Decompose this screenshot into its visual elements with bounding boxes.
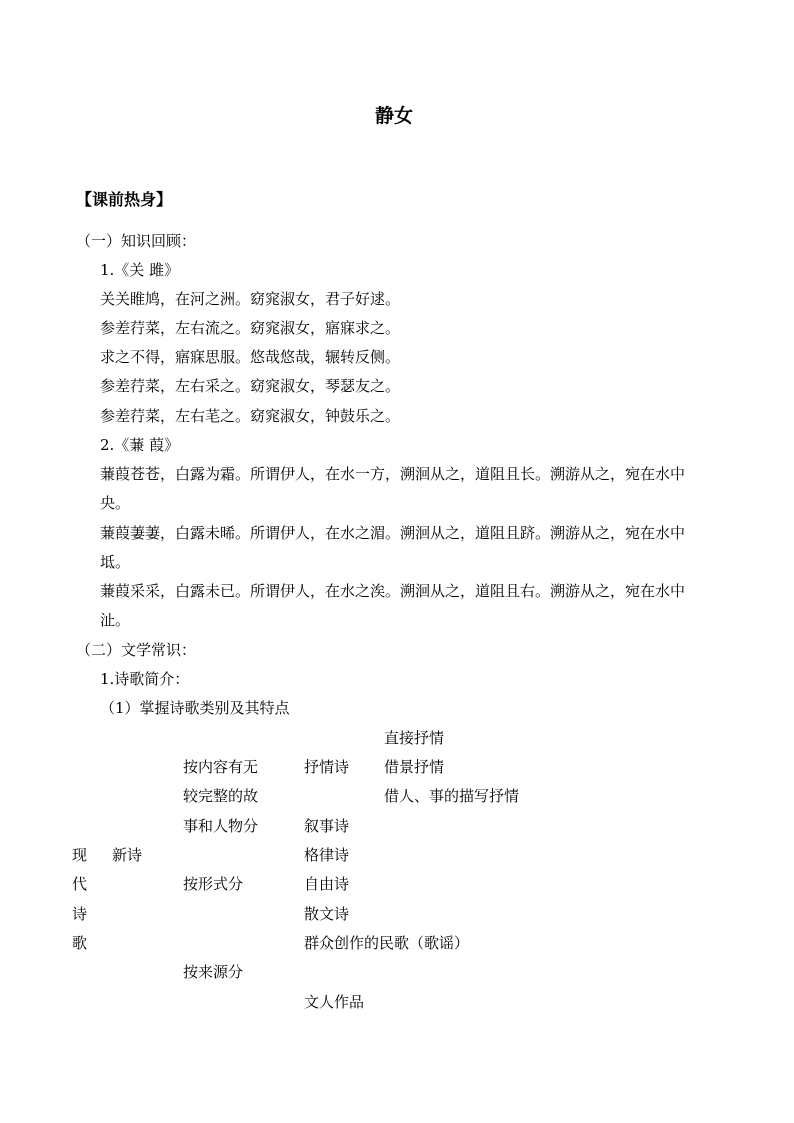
criterion-story: 事和人物分 [183, 817, 259, 835]
poem2-line: 坻。 [100, 553, 131, 571]
poem1-line: 参差荇菜，左右采之。窈窕淑女，琴瑟友之。 [100, 377, 401, 395]
new-poetry: 新诗 [112, 846, 143, 864]
poem1-title: 1.《关 雎》 [100, 261, 180, 279]
part2-item: 1.诗歌简介： [100, 670, 190, 688]
page-title: 静女 [375, 105, 414, 127]
lyric-type: 借人、事的描写抒情 [384, 787, 520, 805]
poem1-line: 求之不得，寤寐思服。悠哉悠哉，辗转反侧。 [100, 348, 401, 366]
poem2-line: 蒹葭采采，白露未已。所谓伊人，在水之涘。溯洄从之，道阻且右。溯游从之，宛在水中 [100, 582, 686, 600]
poem2-line: 央。 [100, 494, 131, 512]
root-char: 代 [72, 875, 88, 893]
poem2-line: 沚。 [100, 611, 131, 629]
lyric-type: 直接抒情 [384, 729, 445, 747]
root-char: 歌 [72, 934, 88, 952]
poem2-line: 蒹葭苍苍，白露为霜。所谓伊人，在水一方，溯洄从之，道阻且长。溯游从之，宛在水中 [100, 465, 686, 483]
root-char: 现 [72, 846, 88, 864]
poem1-line: 关关睢鸠，在河之洲。窈窕淑女，君子好逑。 [100, 290, 401, 308]
poem2-line: 蒹葭萋萋，白露未晞。所谓伊人，在水之湄。溯洄从之，道阻且跻。溯游从之，宛在水中 [100, 524, 686, 542]
poem2-title: 2.《蒹 葭》 [100, 436, 180, 454]
poem1-line: 参差荇菜，左右流之。窈窕淑女，寤寐求之。 [100, 319, 401, 337]
part1-heading: （一）知识回顾： [76, 232, 197, 250]
section-heading: 【课前热身】 [76, 190, 173, 209]
source-type: 群众创作的民歌（歌谣） [304, 934, 470, 952]
source-type: 文人作品 [304, 993, 365, 1011]
lyric-type: 借景抒情 [384, 758, 445, 776]
narrative-poem: 叙事诗 [304, 817, 350, 835]
part2-heading: （二）文学常识： [76, 641, 197, 659]
criterion-story: 较完整的故 [183, 787, 259, 805]
criterion-source: 按来源分 [183, 963, 244, 981]
root-char: 诗 [72, 905, 88, 923]
criterion-content: 按内容有无 [183, 758, 259, 776]
criterion-form: 按形式分 [183, 875, 244, 893]
form-type: 自由诗 [304, 875, 350, 893]
part2-subitem: （1）掌握诗歌类别及其特点 [100, 699, 290, 717]
lyric-poem: 抒情诗 [304, 758, 350, 776]
poem1-line: 参差荇菜，左右芼之。窈窕淑女，钟鼓乐之。 [100, 407, 401, 425]
form-type: 格律诗 [304, 846, 350, 864]
form-type: 散文诗 [304, 905, 350, 923]
